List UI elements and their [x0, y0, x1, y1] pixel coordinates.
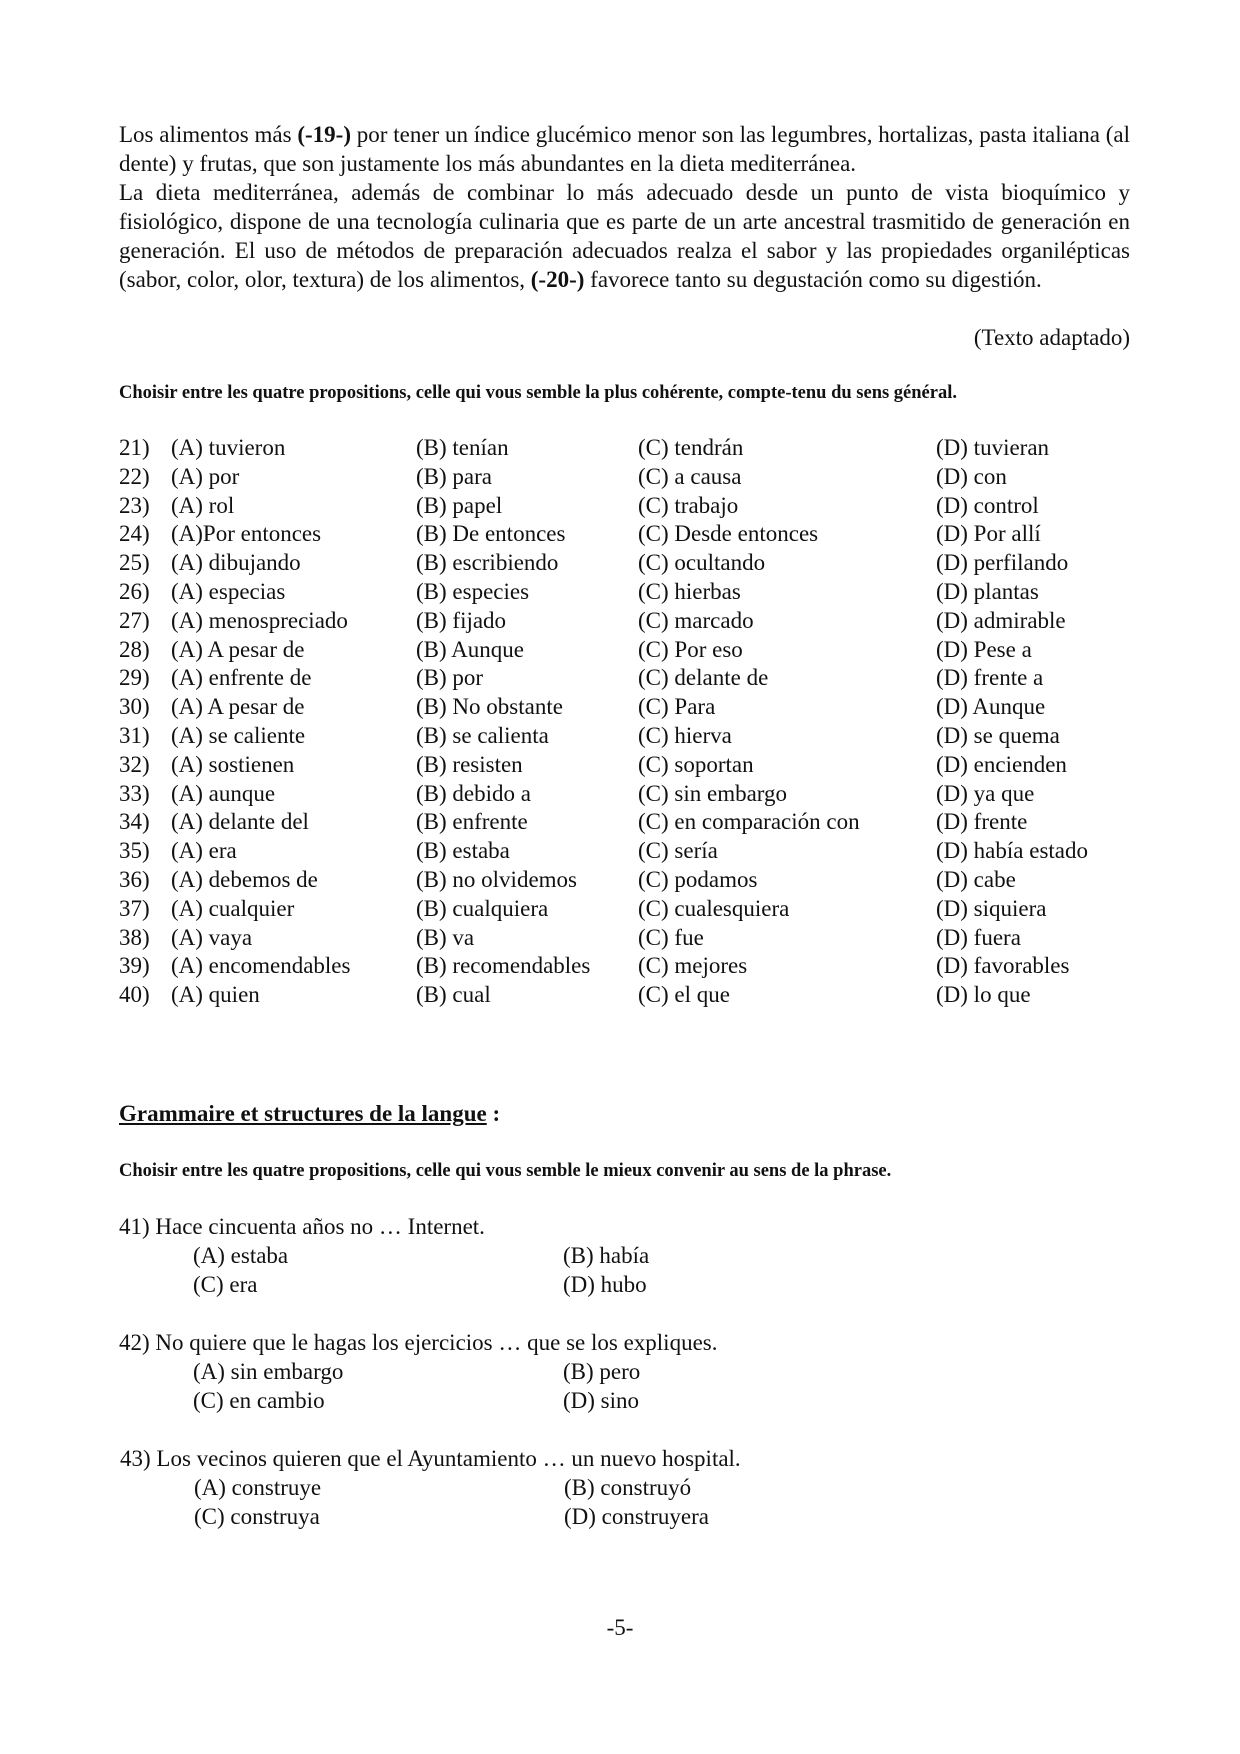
option-b: (B) Aunque	[416, 636, 524, 662]
question-row	[119, 780, 1159, 809]
question-row	[119, 636, 1159, 665]
option-d: (D) había estado	[936, 838, 1088, 864]
question-number: 40)	[119, 982, 150, 1008]
question-options	[120, 1473, 1120, 1531]
option-a: (A) aunque	[171, 780, 276, 806]
option-a: (A)Por entonces	[171, 521, 322, 547]
option-c: (C) podamos	[638, 866, 758, 892]
option-a: (A) era	[171, 838, 237, 864]
option-b: (B) para	[416, 463, 492, 489]
option-c: (C) Desde entonces	[638, 521, 819, 547]
vocab-question-table	[119, 434, 1159, 1010]
question-row	[119, 434, 1159, 463]
option-a: (A) tuvieron	[171, 435, 286, 460]
option-d: (D) frente	[936, 809, 1028, 835]
option-d: (D) con	[936, 463, 1007, 489]
option-b: (B) especies	[416, 578, 530, 604]
option-d: (D) fuera	[936, 924, 1021, 950]
option-d: (D) encienden	[936, 751, 1067, 777]
option-c: (C) ocultando	[638, 550, 766, 576]
option-b: (B) resisten	[416, 751, 523, 777]
option-b: (B) pero	[563, 1359, 641, 1384]
passage-paragraph-1	[119, 120, 1130, 178]
option-b: (B) De entonces	[416, 521, 566, 547]
option-d: (D) control	[936, 492, 1039, 518]
option-d: (D) ya que	[936, 780, 1035, 806]
question-number: 31)	[119, 722, 150, 748]
option-c: (C) en comparación con	[638, 809, 860, 835]
question-stem: 43) Los vecinos quieren que el Ayuntamiento … un nuevo hospital.	[120, 1446, 741, 1471]
question-number: 30)	[119, 694, 150, 720]
option-b: (B) estaba	[416, 838, 510, 864]
option-c: (C) a causa	[638, 463, 742, 489]
question-number: 35)	[119, 838, 150, 864]
question-row	[119, 463, 1159, 492]
option-a: (A) A pesar de	[171, 636, 305, 662]
option-a: (A) sostienen	[171, 751, 295, 777]
passage-text: Los alimentos más	[119, 122, 298, 147]
option-b: (B) se calienta	[416, 722, 549, 748]
question-row	[119, 837, 1159, 866]
option-c: (C) construya	[194, 1504, 320, 1529]
question-number: 29)	[119, 665, 150, 691]
question-options	[119, 1357, 1119, 1415]
vocab-instruction: Choisir entre les quatre propositions, celle qui vous semble la plus cohérente, compte-tenu du sens général.	[119, 383, 957, 403]
question-row	[119, 924, 1159, 953]
option-d: (D) sino	[563, 1388, 640, 1413]
question-row	[119, 607, 1159, 636]
option-b: (B) había	[563, 1243, 650, 1268]
option-c: (C) mejores	[638, 953, 748, 979]
option-a: (A) cualquier	[171, 895, 295, 921]
option-d: (D) construyera	[564, 1504, 709, 1529]
question-number: 34)	[119, 809, 150, 835]
option-d: (D) Pese a	[936, 636, 1032, 662]
option-c: (C) hierva	[638, 722, 732, 748]
question-row	[119, 751, 1159, 780]
option-b: (B) por	[416, 665, 484, 691]
question-number: 21)	[119, 435, 150, 460]
passage-text: favorece tanto su degustación como su digestión.	[584, 267, 1042, 292]
option-a: (A) especias	[171, 578, 286, 604]
passage-text: por tener un índice glucémico menor son las legumbres, hortalizas, pasta italiana (al dente) y frutas, que son justamente los más abundantes en la dieta mediterránea.	[119, 122, 1130, 176]
grammar-question-41	[119, 1212, 1119, 1299]
option-b: (B) construyó	[564, 1475, 692, 1500]
option-b: (B) No obstante	[416, 694, 563, 720]
option-c: (C) el que	[638, 982, 730, 1008]
option-b: (B) cualquiera	[416, 895, 549, 921]
gap-marker-20: (-20-)	[530, 267, 585, 292]
option-a: (A) debemos de	[171, 866, 318, 892]
question-number: 23)	[119, 492, 150, 518]
question-number: 22)	[119, 463, 150, 489]
question-row	[119, 578, 1159, 607]
option-b: (B) tenían	[416, 435, 509, 460]
option-a: (A) construye	[194, 1475, 322, 1500]
option-b: (B) fijado	[416, 607, 507, 633]
section-title-text: Grammaire et structures de la langue	[119, 1101, 487, 1126]
option-b: (B) debido a	[416, 780, 531, 806]
option-d: (D) plantas	[936, 578, 1039, 604]
question-number: 25)	[119, 550, 150, 576]
option-a: (A) A pesar de	[171, 694, 305, 720]
option-a: (A) se caliente	[171, 722, 306, 748]
question-number: 38)	[119, 924, 150, 950]
option-a: (A) menospreciado	[171, 607, 348, 633]
question-number: 36)	[119, 866, 150, 892]
question-options	[119, 1241, 1119, 1299]
option-d: (D) tuvieran	[936, 435, 1050, 460]
section-title	[119, 1099, 500, 1128]
question-number: 28)	[119, 636, 150, 662]
option-c: (C) Para	[638, 694, 716, 720]
option-d: (D) frente a	[936, 665, 1044, 691]
option-d: (D) favorables	[936, 953, 1070, 979]
source-note: (Texto adaptado)	[973, 325, 1130, 350]
question-number: 32)	[119, 751, 150, 777]
question-row	[119, 808, 1159, 837]
option-a: (A) rol	[171, 492, 235, 518]
option-b: (B) recomendables	[416, 953, 591, 979]
option-c: (C) tendrán	[638, 435, 744, 460]
option-a: (A) estaba	[193, 1243, 289, 1268]
question-number: 33)	[119, 780, 150, 806]
option-a: (A) encomendables	[171, 953, 351, 979]
question-row	[119, 549, 1159, 578]
option-d: (D) lo que	[936, 982, 1031, 1008]
option-b: (B) enfrente	[416, 809, 528, 835]
option-c: (C) Por eso	[638, 636, 743, 662]
passage-text: La dieta mediterránea, además de combinar lo más adecuado desde un punto de vista bioquímico y fisiológico, dispone de una tecnología culinaria que es parte de un arte ancestral trasmitido de generación en generación. El uso de métodos de preparación adecuados realza el sabor y las propiedades organilépticas (sabor, color, olor, textura) de los alimentos,	[119, 180, 1130, 292]
option-b: (B) cual	[416, 982, 491, 1008]
option-a: (A) por	[171, 463, 240, 489]
grammar-instruction: Choisir entre les quatre propositions, celle qui vous semble le mieux convenir au sens de la phrase.	[119, 1161, 892, 1181]
option-d: (D) admirable	[936, 607, 1066, 633]
option-c: (C) sería	[638, 838, 718, 864]
option-c: (C) fue	[638, 924, 704, 950]
option-a: (A) sin embargo	[193, 1359, 344, 1384]
option-b: (B) va	[416, 924, 475, 950]
question-row	[119, 981, 1159, 1010]
section-title-colon: :	[486, 1101, 501, 1126]
option-c: (C) delante de	[638, 665, 769, 691]
question-row	[119, 664, 1159, 693]
question-number: 37)	[119, 895, 150, 921]
option-a: (A) delante del	[171, 809, 309, 835]
grammar-question-42	[119, 1328, 1119, 1415]
question-number: 39)	[119, 953, 150, 979]
option-b: (B) papel	[416, 492, 503, 518]
option-c: (C) hierbas	[638, 578, 741, 604]
option-d: (D) cabe	[936, 866, 1016, 892]
option-b: (B) escribiendo	[416, 550, 559, 576]
option-b: (B) no olvidemos	[416, 866, 577, 892]
option-c: (C) soportan	[638, 751, 754, 777]
option-a: (A) enfrente de	[171, 665, 312, 691]
option-a: (A) quien	[171, 982, 260, 1008]
option-c: (C) marcado	[638, 607, 754, 633]
question-number: 26)	[119, 578, 150, 604]
option-a: (A) vaya	[171, 924, 253, 950]
option-c: (C) era	[193, 1272, 258, 1297]
question-row	[119, 722, 1159, 751]
question-row	[119, 866, 1159, 895]
passage-paragraph-2	[119, 178, 1130, 294]
question-number: 24)	[119, 521, 150, 547]
option-d: (D) perfilando	[936, 550, 1069, 576]
question-stem: 41) Hace cincuenta años no … Internet.	[119, 1214, 485, 1239]
option-d: (D) siquiera	[936, 895, 1047, 921]
option-d: (D) Aunque	[936, 694, 1046, 720]
option-d: (D) hubo	[563, 1272, 647, 1297]
question-row	[119, 492, 1159, 521]
question-row	[119, 952, 1159, 981]
question-row	[119, 520, 1159, 549]
question-number: 27)	[119, 607, 150, 633]
option-c: (C) sin embargo	[638, 780, 788, 806]
question-row	[119, 895, 1159, 924]
page-number: -5-	[606, 1615, 634, 1640]
option-c: (C) cualesquiera	[638, 895, 790, 921]
option-d: (D) Por allí	[936, 521, 1041, 547]
gap-marker-19: (-19-)	[297, 122, 351, 147]
option-c: (C) trabajo	[638, 492, 739, 518]
option-a: (A) dibujando	[171, 550, 301, 576]
question-row	[119, 693, 1159, 722]
option-c: (C) en cambio	[193, 1388, 325, 1413]
question-stem: 42) No quiere que le hagas los ejercicios … que se los expliques.	[119, 1330, 718, 1355]
grammar-question-43	[120, 1444, 1120, 1531]
option-d: (D) se quema	[936, 722, 1060, 748]
